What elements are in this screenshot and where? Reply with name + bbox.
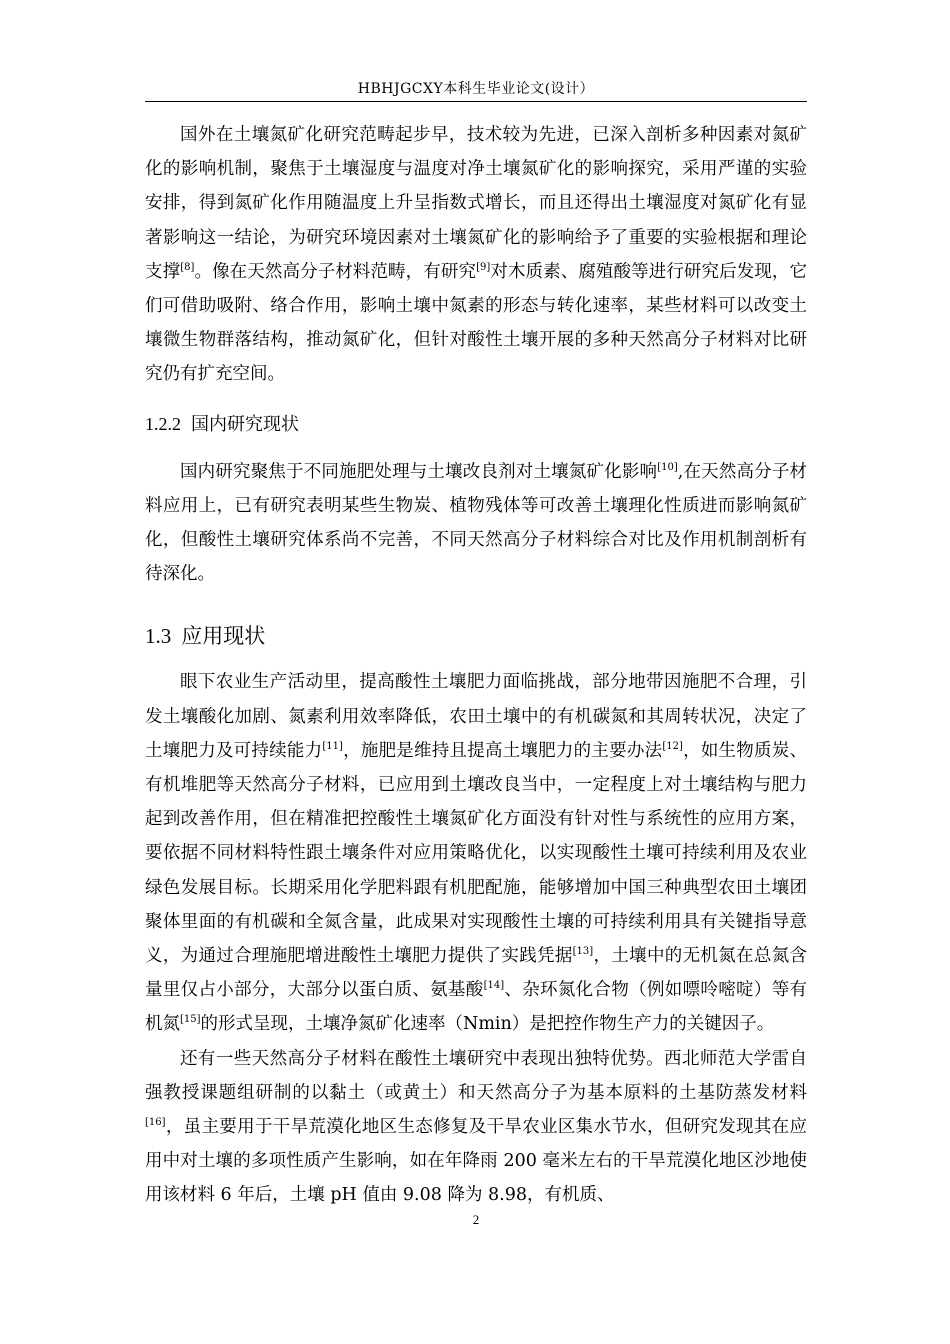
text-run: 国外在土壤氮矿化研究范畴起步早，技术较为先进，已深入剖析多种因素对氮矿化的影响机制，聚焦于土壤湿度与温度对净土壤氮矿化的影响探究，采用严谨的实验安排，得到氮矿化作用随温度上升呈指数式增长，而且还得出土壤湿度对氮矿化有显著影响这一结论，为研究环境因素对土壤氮矿化的影响给予了重要的实验根据和理论支撑 [145,125,807,282]
text-run: ，虽主要用于干旱荒漠化地区生态修复及干旱农业区集水节水，但研究发现其在应用中对土壤的多项性质产生影响，如在年降雨 200 毫米左右的干旱荒漠化地区沙地使用该材料 6 年后，土壤 pH 值由 9.08 降为 8.98，有机质、 [145,1117,807,1206]
text-run: 国内研究聚焦于不同施肥处理与土壤改良剂对土壤氮矿化影响 [180,461,658,482]
citation-ref[interactable]: [14] [483,980,505,992]
citation-ref[interactable]: [10] [657,461,678,473]
citation-ref[interactable]: [15] [180,1014,201,1026]
citation-ref[interactable]: [16] [145,1117,166,1129]
citation-ref[interactable]: [8] [180,261,195,273]
paragraph-natural-polymers [145,1042,807,1213]
text-run: 。像在天然高分子材料范畴，有研究 [194,261,477,282]
section-number: 1.3 [145,624,172,649]
text-run: ，土壤中的无机氮在总氮含量里仅占小部分，大部分以蛋白质、氨基酸 [145,946,808,1001]
text-run: 对木质素、腐殖酸等进行研究后发现，它们可借助吸附、络合作用，影响土壤中氮素的形态与转化速率，某些材料可以改变土壤微生物群落结构，推动氮矿化，但针对酸性土壤开展的多种天然高分子材料对比研究仍有扩充空间。 [145,261,808,385]
paragraph-foreign-research [145,118,807,392]
section-title: 应用现状 [181,624,266,649]
citation-ref[interactable]: [9] [476,261,491,273]
running-header: HBHJGCXY本科生毕业论文(设计） [357,81,595,97]
citation-ref[interactable]: [12] [662,740,683,752]
text-run: 还有一些天然高分子材料在酸性土壤研究中表现出独特优势。西北师范大学雷自强教授课题组研制的以黏土（或黄土）和天然高分子为基本原料的土基防蒸发材料 [145,1048,807,1103]
page-number: 2 [472,1212,480,1227]
text-run: ,在天然高分子材料应用上，已有研究表明某些生物炭、植物残体等可改善土壤理化性质进而影响氮矿化，但酸性土壤研究体系尚不完善，不同天然高分子材料综合对比及作用机制剖析有待深化。 [145,461,808,585]
paragraph-application-status [145,665,807,1041]
text-run: ，如生物质炭、有机堆肥等天然高分子材料，已应用到土壤改良当中，一定程度上对土壤结构与肥力起到改善作用，但在精准把控酸性土壤氮矿化方面没有针对性与系统性的应用方案，要依据不同材料特性跟土壤条件对应用策略优化，以实现酸性土壤可持续利用及农业绿色发展目标。长期采用化学肥料跟有机肥配施，能够增加中国三种典型农田土壤团聚体里面的有机碳和全氮含量，此成果对实现酸性土壤的可持续利用具有关键指导意义，为通过合理施肥增进酸性土壤肥力提供了实践凭据 [145,740,807,967]
text-run: 、杂环氮化合物（例如嘌呤嘧啶）等有机氮 [145,980,808,1035]
section-title: 国内研究现状 [191,413,299,435]
text-run: 眼下农业生产活动里，提高酸性土壤肥力面临挑战，部分地带因施肥不合理，引发土壤酸化加剧、氮素利用效率降低，农田土壤中的有机碳氮和其周转状况，决定了土壤肥力及可持续能力 [145,672,807,761]
page-body [145,118,807,1213]
section-heading-1-2-2 [145,410,807,439]
citation-ref[interactable]: [11] [322,740,343,752]
header-rule [145,101,807,102]
paragraph-domestic-research [145,455,807,592]
text-run: 的形式呈现，土壤净氮矿化速率（Nmin）是把控作物生产力的关键因子。 [200,1014,775,1035]
section-number: 1.2.2 [145,413,181,434]
citation-ref[interactable]: [13] [572,946,594,958]
section-heading-1-3 [145,621,807,651]
text-run: ，施肥是维持且提高土壤肥力的主要办法 [342,740,663,761]
